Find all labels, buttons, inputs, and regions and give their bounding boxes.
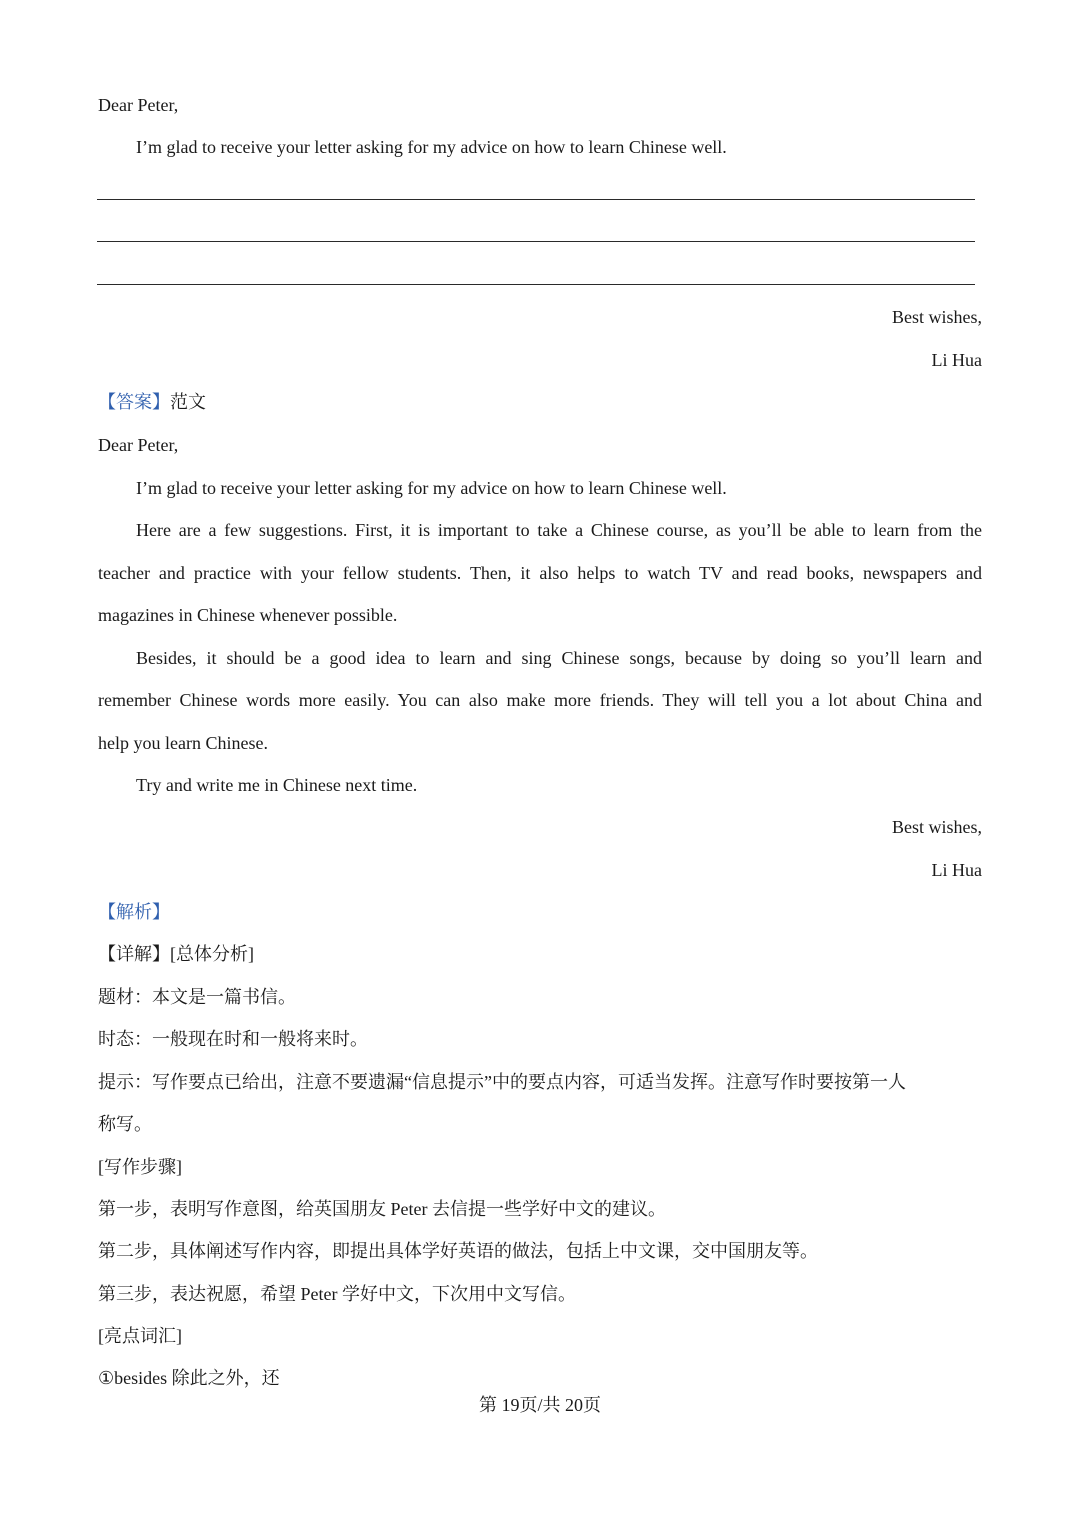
analysis-line: ①besides 除此之外，还 — [98, 1368, 280, 1388]
answer-line: Here are a few suggestions. First, it is important to take a Chinese course, as you’ll be able to learn from the — [136, 520, 982, 540]
page-number: 第 19页/共 20页 — [478, 1395, 601, 1415]
answer-line: I’m glad to receive your letter asking for my advice on how to learn Chinese well. — [136, 478, 727, 498]
prompt-closing: Best wishes, — [892, 307, 982, 327]
writing-line — [97, 241, 975, 242]
answer-line: Try and write me in Chinese next time. — [136, 775, 418, 795]
answer-signature: Li Hua — [931, 860, 982, 880]
prompt-opening: I’m glad to receive your letter asking for my advice on how to learn Chinese well. — [136, 137, 727, 157]
analysis-line: 第二步，具体阐述写作内容，即提出具体学好英语的做法，包括上中文课，交中国朋友等。 — [98, 1241, 818, 1261]
analysis-line: [写作步骤] — [98, 1157, 182, 1177]
answer-label-suffix: 范文 — [170, 392, 206, 412]
analysis-line: 时态：一般现在时和一般将来时。 — [98, 1029, 368, 1049]
answer-label: 【答案】 — [98, 392, 170, 412]
detail-heading — [98, 942, 982, 966]
answer-heading — [98, 390, 982, 414]
detail-label: 【详解】 — [98, 944, 170, 964]
analysis-line: 提示：写作要点已给出，注意不要遗漏“信息提示”中的要点内容，可适当发挥。注意写作时要按第一人 — [98, 1072, 906, 1092]
answer-line: teacher and practice with your fellow students. Then, it also helps to watch TV and read books, newspapers and — [98, 563, 982, 583]
writing-line — [97, 199, 975, 200]
analysis-line: 第一步，表明写作意图，给英国朋友 Peter 去信提一些学好中文的建议。 — [98, 1199, 666, 1219]
detail-suffix: [总体分析] — [170, 944, 254, 964]
writing-line — [97, 284, 975, 285]
prompt-signature: Li Hua — [931, 350, 982, 370]
prompt-salutation: Dear Peter, — [98, 95, 179, 115]
analysis-label: 【解析】 — [98, 902, 170, 922]
analysis-line: 称写。 — [98, 1114, 152, 1134]
answer-closing: Best wishes, — [892, 817, 982, 837]
answer-salutation: Dear Peter, — [98, 435, 179, 455]
answer-line: remember Chinese words more easily. You can also make more friends. They will tell you a lot about China and — [98, 690, 982, 710]
answer-line: magazines in Chinese whenever possible. — [98, 605, 398, 625]
analysis-line: [亮点词汇] — [98, 1326, 182, 1346]
analysis-line: 第三步，表达祝愿，希望 Peter 学好中文，下次用中文写信。 — [98, 1284, 576, 1304]
analysis-line: 题材：本文是一篇书信。 — [98, 987, 296, 1007]
answer-line: help you learn Chinese. — [98, 733, 268, 753]
answer-line: Besides, it should be a good idea to learn and sing Chinese songs, because by doing so you’ll learn and — [136, 648, 982, 668]
